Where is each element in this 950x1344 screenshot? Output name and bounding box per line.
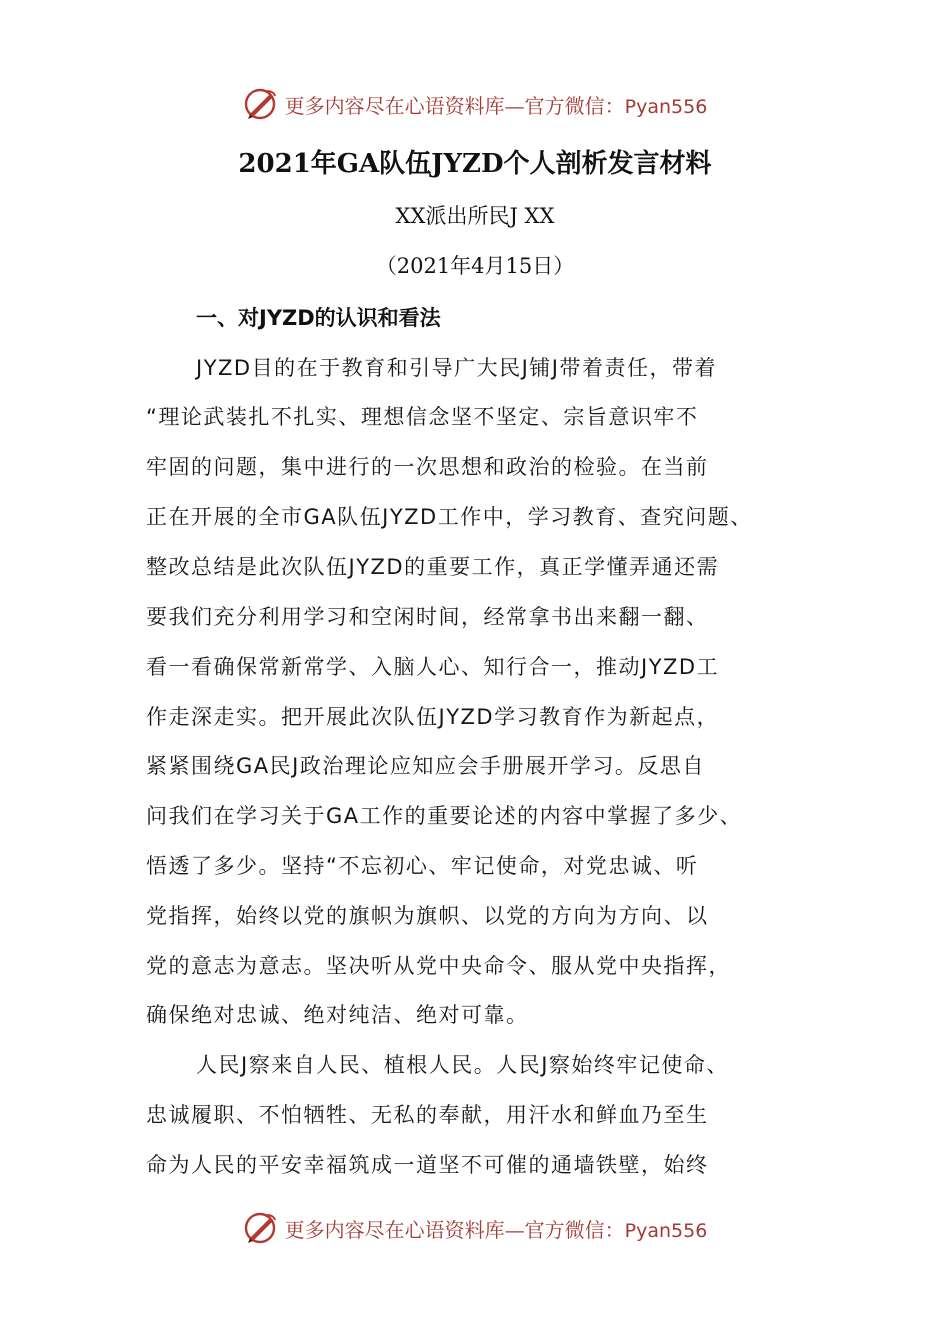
body-line: 问我们在学习关于GA工作的重要论述的内容中掌握了多少、 [146,804,743,828]
body-line: 党的意志为意志。坚决听从党中央命令、服从党中央指挥， [146,954,731,978]
pen-logo-icon [243,86,279,122]
watermark-handle: Pyan556 [624,95,708,118]
body-line: 人民J察来自人民、植根人民。人民J察始终牢记使命、 [196,1053,729,1077]
watermark-text: 更多内容尽在心语资料库—官方微信：Pyan556 [284,93,708,118]
body-line: “理论武装扎不扎实、理想信念坚不坚定、宗旨意识牢不 [146,405,699,429]
body-line: 紧紧围绕GA民J政治理论应知应会手册展开学习。反思自 [146,754,705,778]
body-line: 忠诚履职、不怕牺牲、无私的奉献，用汗水和鲜血乃至生 [146,1103,709,1127]
watermark-text: 更多内容尽在心语资料库—官方微信：Pyan556 [284,1217,708,1242]
header-watermark-banner [0,84,950,124]
body-line: 作走深走实。把开展此次队伍JYZD学习教育作为新起点， [146,705,720,729]
body-line: 悟透了多少。坚持“不忘初心、牢记使命，对党忠诚、听 [146,854,699,878]
body-line: 正在开展的全市GA队伍JYZD工作中，学习教育、查究问题、 [146,505,753,529]
pen-logo-icon [243,1210,279,1246]
body-line: JYZD目的在于教育和引导广大民J铺J带着责任，带着 [196,356,717,380]
body-line: 要我们充分利用学习和空闲时间，经常拿书出来翻一翻、 [146,605,709,629]
footer-watermark-banner [0,1208,950,1248]
document-author: XX派出所民J XX [395,204,555,228]
body-line: 牢固的问题，集中进行的一次思想和政治的检验。在当前 [146,455,709,479]
section-heading: 一、对JYZD的认识和看法 [196,306,441,330]
document-title: 2021年GA队伍JYZD个人剖析发言材料 [238,149,712,179]
body-line: 整改总结是此次队伍JYZD的重要工作，真正学懂弄通还需 [146,555,720,579]
body-line: 确保绝对忠诚、绝对纯洁、绝对可靠。 [146,1003,529,1027]
body-line: 看一看确保常新常学、入脑人心、知行合一，推动JYZD工 [146,655,720,679]
body-line: 命为人民的平安幸福筑成一道坚不可催的通墙铁壁，始终 [146,1153,709,1177]
watermark-handle: Pyan556 [624,1219,708,1242]
body-line: 党指挥，始终以党的旗帜为旗帜、以党的方向为方向、以 [146,904,709,928]
document-date: （2021年4月15日） [375,254,575,278]
